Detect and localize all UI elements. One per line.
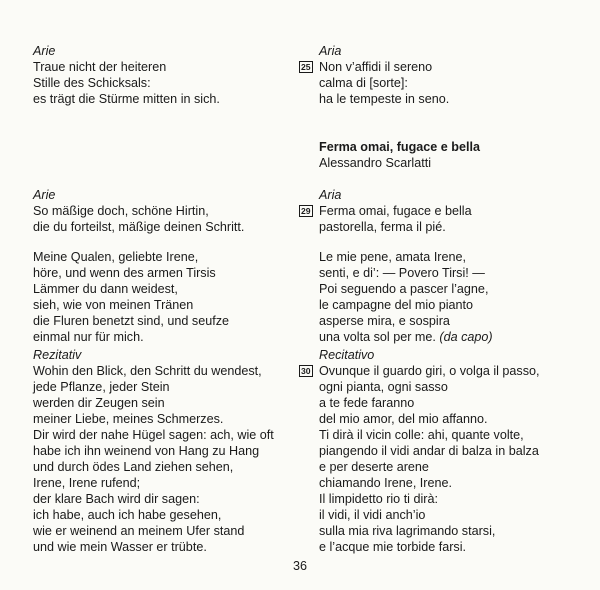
verse-line: es trägt die Stürme mitten in sich. [33, 92, 220, 106]
track-number-badge: 30 [301, 366, 311, 376]
verse-line: jede Pflanze, jeder Stein [33, 380, 170, 394]
page-number: 36 [292, 559, 307, 573]
verse-line: Poi seguendo a pascer l’agne, [319, 282, 489, 296]
section-heading: Aria [319, 44, 342, 58]
verse-line: asperse mira, e sospira [319, 314, 450, 328]
verse-line: Lämmer du dann weidest, [33, 282, 178, 296]
verse-line: calma di [sorte]: [319, 76, 408, 90]
composer-name: Alessandro Scarlatti [319, 156, 431, 170]
verse-line: und durch ödes Land ziehen sehen, [33, 460, 234, 474]
verse-line: Il limpidetto rio ti dirà: [319, 492, 438, 506]
piece-title: Ferma omai, fugace e bella [319, 140, 480, 154]
track-number-badge: 29 [301, 206, 311, 216]
verse-line: Ovunque il guardo giri, o volga il passo, [319, 364, 540, 378]
verse-line: der klare Bach wird dir sagen: [33, 492, 200, 506]
arie-block-1 [33, 43, 313, 107]
verse-line: die du forteilst, mäßige deinen Schritt. [33, 220, 245, 234]
arie-block-2 [33, 187, 313, 345]
da-capo-marking: (da capo) [439, 330, 493, 344]
verse-line: pastorella, ferma il pié. [319, 220, 446, 234]
track-number-badge: 25 [301, 62, 311, 72]
verse-line: habe ich ihn weinend von Hang zu Hang [33, 444, 260, 458]
verse-line: werden dir Zeugen sein [33, 396, 165, 410]
verse-line: sieh, wie von meinen Tränen [33, 298, 194, 312]
verse-line: einmal nur für mich. [33, 330, 144, 344]
verse-line: Le mie pene, amata Irene, [319, 250, 467, 264]
verse-line: chiamando Irene, Irene. [319, 476, 453, 490]
verse-line: Wohin den Blick, den Schritt du wendest, [33, 364, 262, 378]
verse-line: e l’acque mie torbide farsi. [319, 540, 466, 554]
verse-line: Dir wird der nahe Hügel sagen: ach, wie oft [33, 428, 274, 442]
verse-line: senti, e di’: — Povero Tirsi! — [319, 266, 485, 280]
rezitativ-block [33, 347, 313, 555]
verse-line: del mio amor, del mio affanno. [319, 412, 488, 426]
verse-line: ogni pianta, ogni sasso [319, 380, 448, 394]
verse-line: e per deserte arene [319, 460, 429, 474]
aria-block-1 [299, 43, 594, 107]
verse-line: le campagne del mio pianto [319, 298, 474, 312]
verse-line [299, 329, 594, 345]
verse-text: una volta sol per me. [319, 330, 436, 344]
verse-line: piangendo il vidi andar di balza in balza [319, 444, 539, 458]
verse-line: und wie mein Wasser er trübte. [33, 540, 207, 554]
piece-header [299, 139, 594, 171]
verse-line: meiner Liebe, meines Schmerzes. [33, 412, 224, 426]
verse-line: Traue nicht der heiteren [33, 60, 167, 74]
verse-line: So mäßige doch, schöne Hirtin, [33, 204, 209, 218]
verse-line: ich habe, auch ich habe gesehen, [33, 508, 222, 522]
verse-line: a te fede faranno [319, 396, 415, 410]
section-heading: Rezitativ [33, 348, 82, 362]
verse-line: Ti dirà il vicin colle: ahi, quante volte, [319, 428, 524, 442]
verse-line: sulla mia riva lagrimando starsi, [319, 524, 496, 538]
verse-line: Ferma omai, fugace e bella [319, 204, 472, 218]
verse-line: il vidi, il vidi anch’io [319, 508, 426, 522]
verse-line: die Fluren benetzt sind, und seufze [33, 314, 230, 328]
section-heading: Arie [33, 44, 56, 58]
aria-block-2 [299, 187, 594, 345]
section-heading: Recitativo [319, 348, 375, 362]
section-heading: Arie [33, 188, 56, 202]
verse-line: Non v’affidi il sereno [319, 60, 433, 74]
recitativo-block [299, 347, 594, 555]
verse-line: ha le tempeste in seno. [319, 92, 450, 106]
verse-line: Stille des Schicksals: [33, 76, 151, 90]
verse-line: höre, und wenn des armen Tirsis [33, 266, 216, 280]
section-heading: Aria [319, 188, 342, 202]
verse-line: wie er weinend an meinem Ufer stand [33, 524, 245, 538]
verse-line: Irene, Irene rufend; [33, 476, 141, 490]
verse-line: Meine Qualen, geliebte Irene, [33, 250, 199, 264]
